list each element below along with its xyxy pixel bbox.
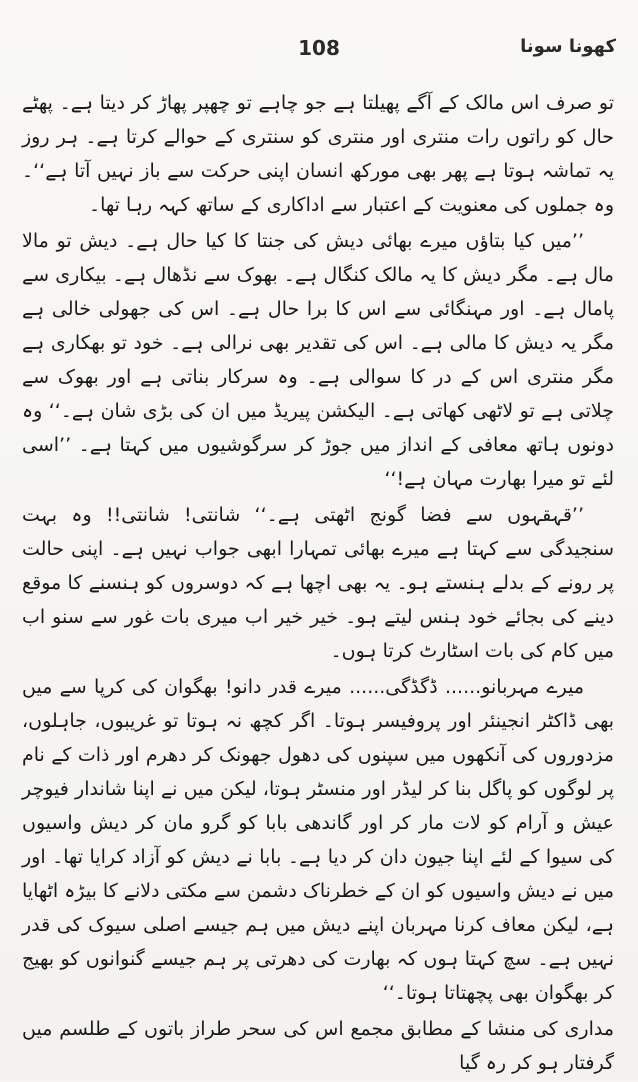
paragraph: ’’میں کیا بتاؤں میرے بھائی دیش کی جنتا کا کیا حال ہے۔ دیش تو مالا مال ہے۔ مگر دیش کا یہ مالک کنگال ہے۔ بھوک سے نڈھال ہے۔ بیکاری سے پامال ہے۔ اور مہنگائی سے اس کا برا حال ہے۔ اس کی جھولی خالی ہے مگر یہ دیش کا مالی ہے۔ اس کی تقدیر بھی نرالی ہے۔ خود تو بھکاری ہے مگر منتری اس کے در کا سوالی ہے۔ وہ سرکار بناتی ہے اور بھوک سے چلاتی ہے تو لاٹھی کھاتی ہے۔ الیکشن پیریڈ میں ان کی بڑی شان ہے۔‘‘ وہ دونوں ہاتھ معافی کے انداز میں جوڑ کر سرگوشیوں میں کہتا ہے۔ ’’اسی لئے تو میرا بھارت مہان ہے!‘‘ (22, 230, 614, 490)
paragraph: میرے مہربانو...... ڈگڈگی...... میرے قدر دانو! بھگوان کی کرپا سے میں بھی ڈاکٹر انجینئر اور پروفیسر ہوتا۔ اگر کچھ نہ ہوتا تو غریبوں، جاہلوں، مزدوروں کی آنکھوں میں سپنوں کی دھول جھونک کر دھرم اور ذات کے نام پر لوگوں کو پاگل بنا کر لیڈر اور منسٹر ہوتا، لیکن میں نے اپنا شاندار فیوچر عیش و آرام کو لات مار کر اور گاندھی بابا کو گرو مان کر دیش واسیوں کی سیوا کے لئے اپنا جیون دان کر دیا ہے۔ بابا نے دیش کو آزاد کرایا تھا۔ اور میں نے دیش واسیوں کو ان کے خطرناک دشمن سے مکتی دلانے کا بیڑہ اٹھایا ہے، لیکن معاف کرنا مہربان اپنے دیش میں ہم جیسے اصلی سیوک کی قدر نہیں ہے۔ سچ کہتا ہوں کہ بھارت کی دھرتی پر ہم جیسے گنوانوں کو بھیج کر بھگوان بھی پچھتاتا ہوتا۔‘‘ (22, 676, 614, 1004)
paragraph: مداری کی منشا کے مطابق مجمع اس کی سحر طراز باتوں کے طلسم میں گرفتار ہو کر رہ گیا (22, 1018, 614, 1074)
page-header (22, 36, 616, 66)
paragraph: تو صرف اس مالک کے آگے پھیلتا ہے جو چاہے تو چھپر پھاڑ کر دیتا ہے۔ پھٹے حال کو راتوں رات منتری اور منتری کو سنتری کے حوالے کرتا ہے۔ ہر روز یہ تماشہ ہوتا ہے پھر بھی مورکھ انسان اپنی حرکت سے باز نہیں آتا ہے‘‘۔ وہ جملوں کی معنویت کے اعتبار سے اداکاری کے ساتھ کہہ رہا تھا۔ (22, 92, 614, 216)
book-title: کھونا سونا (520, 36, 616, 57)
page-number: 108 (298, 36, 340, 60)
paragraph: ’’قہقہوں سے فضا گونج اٹھتی ہے۔‘‘ شانتی! شانتی!! وہ بہت سنجیدگی سے کہتا ہے میرے بھائی تمہارا ابھی جواب نہیں ہے۔ اپنی حالت پر رونے کے بدلے ہنستے ہو۔ یہ بھی اچھا ہے کہ دوسروں کو ہنسنے کا موقع دینے کی بجائے خود ہنس لیتے ہو۔ خیر خیر اب میری بات غور سے سنو اب میں کام کی بات اسٹارٹ کرتا ہوں۔ (22, 504, 614, 662)
body-text (22, 86, 614, 1082)
